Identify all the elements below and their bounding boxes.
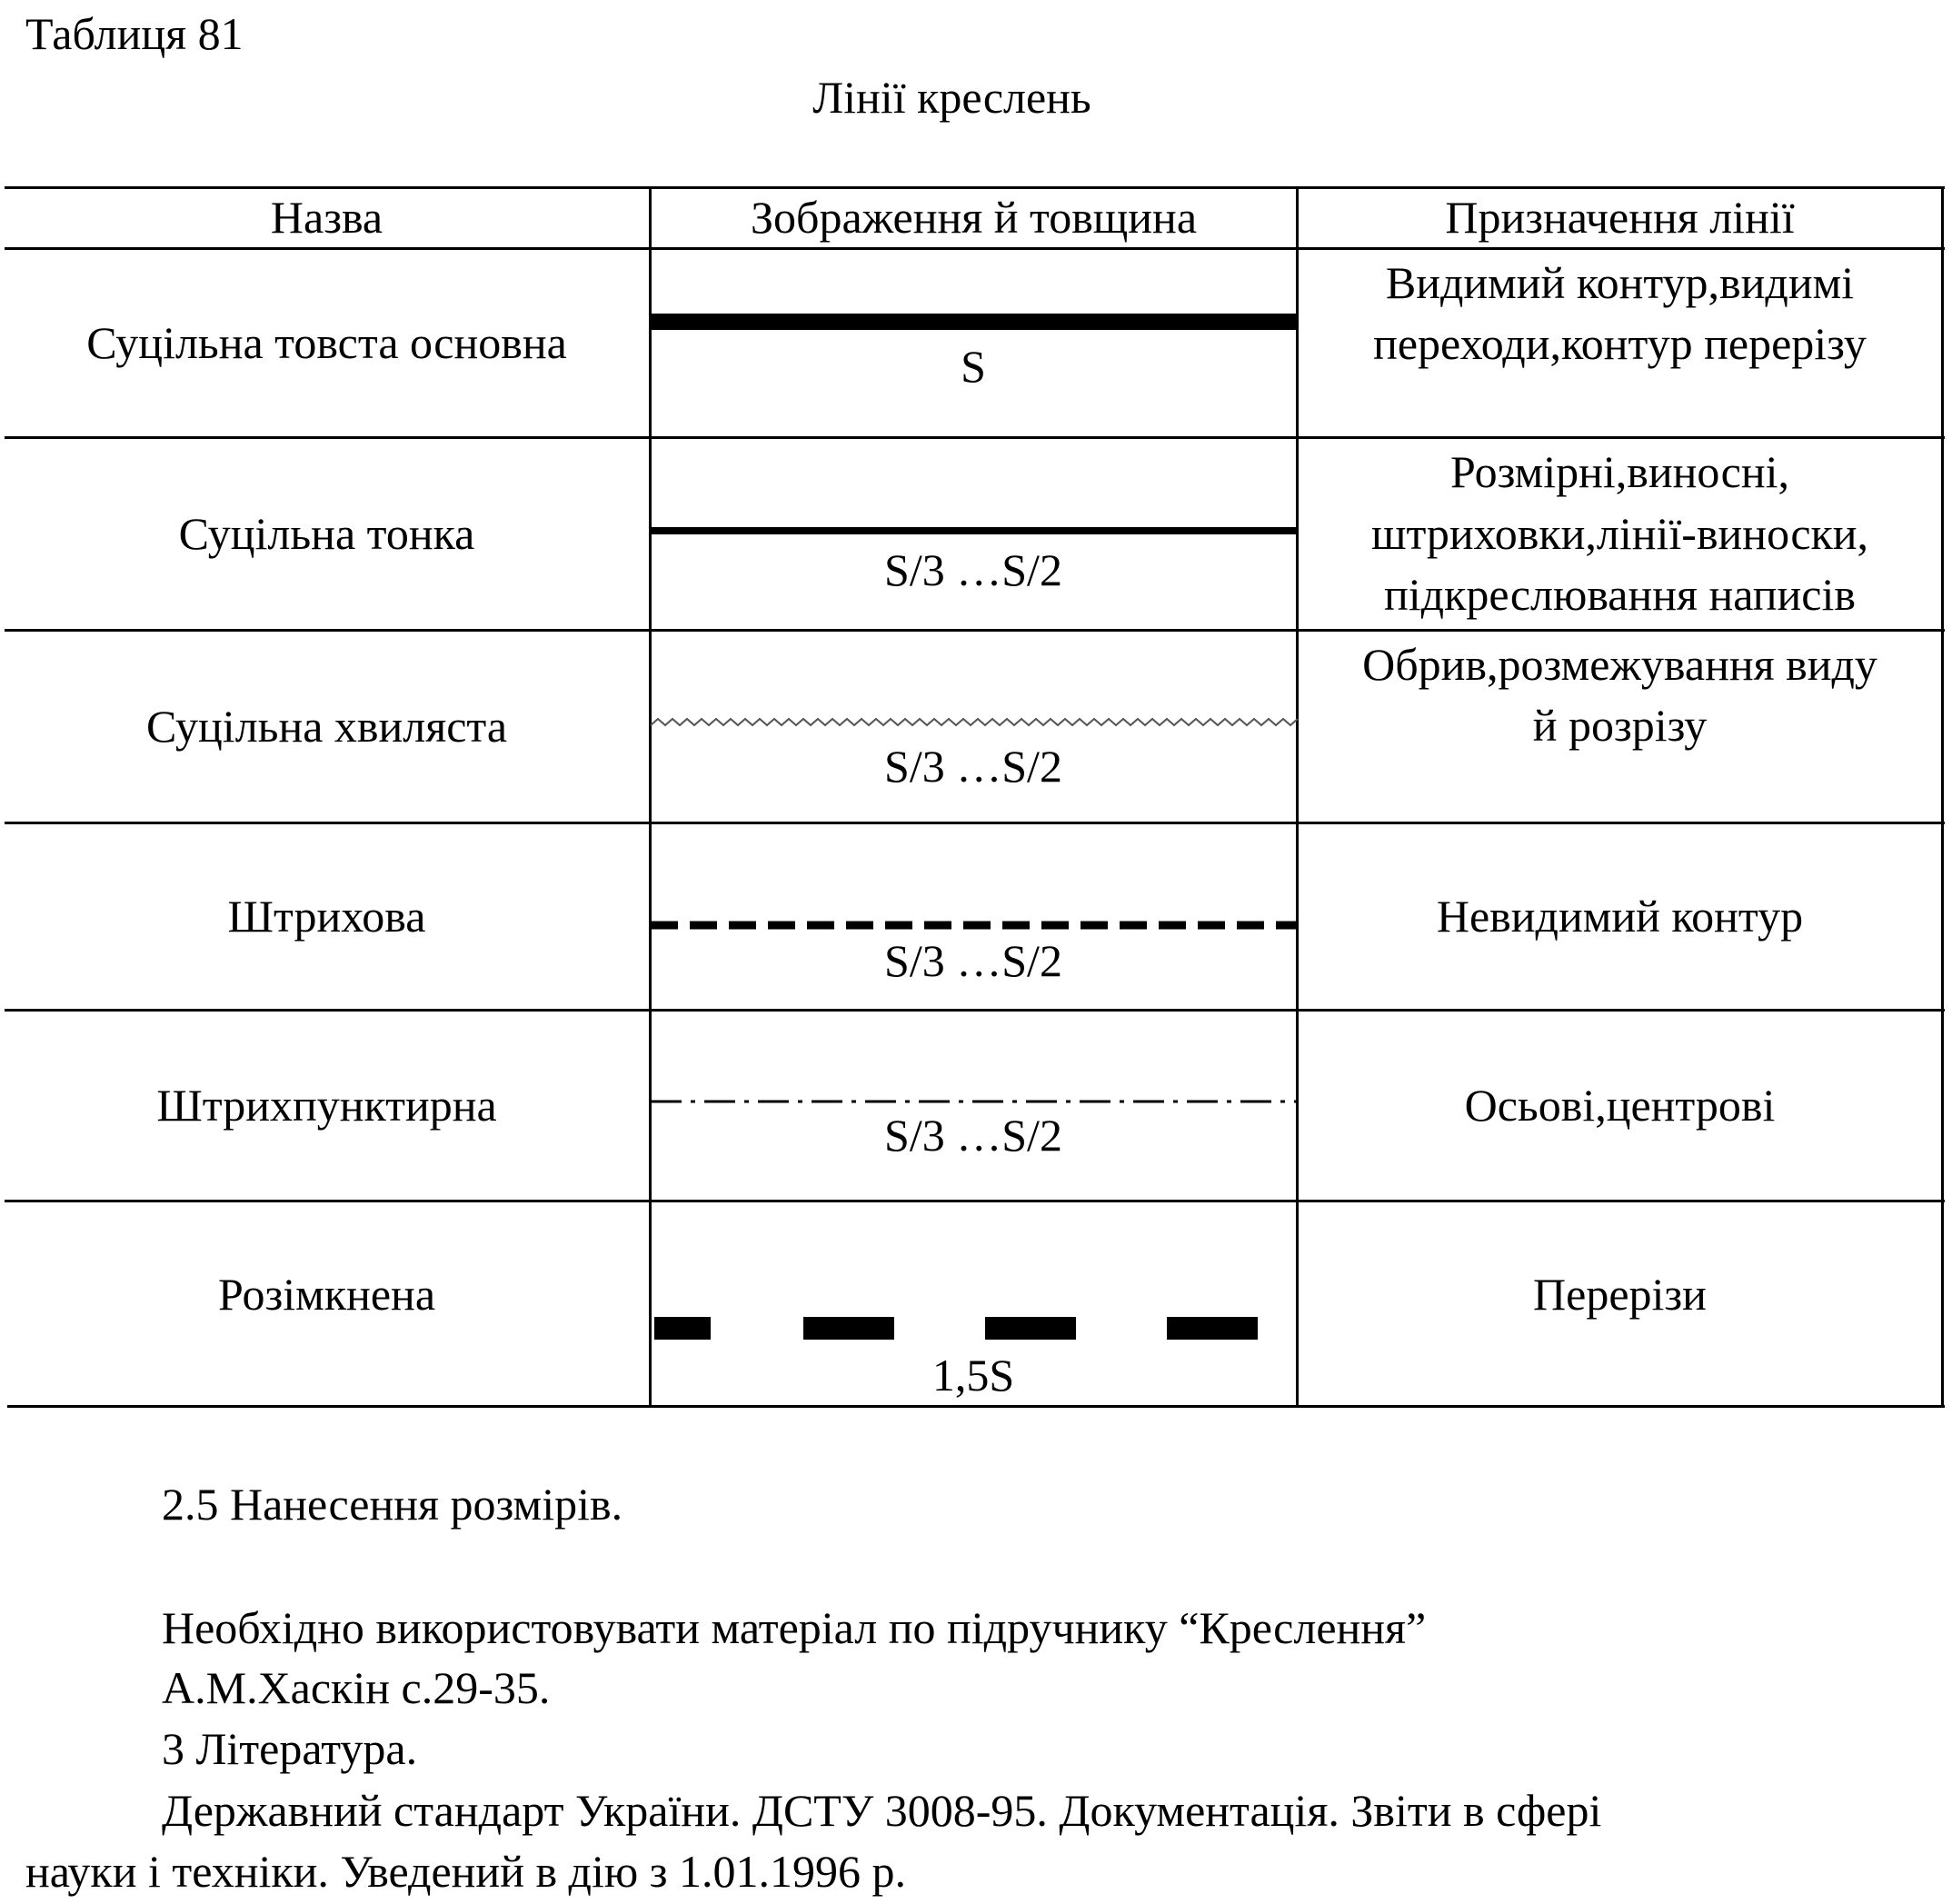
- section-heading: 2.5 Нанесення розмірів.: [162, 1479, 623, 1530]
- line-purpose: Осьові,центрові: [1464, 1079, 1776, 1131]
- table-label: Таблиця 81: [25, 8, 244, 59]
- line-name: Суцільна товста основна: [86, 316, 567, 368]
- line-name: Штрихпунктирна: [156, 1079, 497, 1131]
- line-purpose: Обрив,розмежування виду й розрізу: [1362, 638, 1877, 751]
- line-thickness: S/3 …S/2: [884, 1110, 1062, 1161]
- table-bottom-border: [7, 1405, 1945, 1408]
- open-line-sample: [651, 1314, 1298, 1341]
- line-purpose: Невидимий контур: [1436, 890, 1804, 942]
- solid-thin-line-sample: [651, 518, 1298, 545]
- line-purpose: Видимий контур,видимі переходи,контур перерізу: [1373, 256, 1867, 369]
- line-name: Суцільна тонка: [178, 507, 475, 559]
- body-paragraph: Необхідно використовувати матеріал по підручнику “Креслення”: [162, 1602, 1427, 1653]
- line-purpose: Розмірні,виносні, штриховки,лінії-виноски, підкреслювання написів: [1370, 446, 1869, 621]
- line-thickness: S/3 …S/2: [884, 935, 1062, 986]
- line-thickness: S: [961, 341, 986, 392]
- table-right-border: [1941, 186, 1944, 1408]
- column-header-purpose: Призначення лінії: [1445, 192, 1795, 244]
- line-thickness: 1,5S: [931, 1350, 1015, 1401]
- solid-thick-line-sample: [651, 309, 1298, 336]
- table-title: Лінії креслень: [812, 72, 1091, 123]
- reference-entry: Державний стандарт України. ДСТУ 3008-95. Документація. Звіти в сфері: [162, 1785, 1602, 1836]
- body-paragraph: А.М.Хаскін с.29-35.: [162, 1662, 551, 1713]
- line-name: Штрихова: [227, 890, 426, 942]
- column-header-name: Назва: [270, 192, 383, 244]
- reference-entry: науки і техніки. Уведений в дію з 1.01.1996 р.: [25, 1846, 906, 1897]
- line-name: Розімкнена: [217, 1268, 436, 1320]
- line-name: Суцільна хвиляста: [145, 700, 508, 752]
- wavy-line-sample: [651, 709, 1298, 736]
- column-header-image: Зображення й товщина: [750, 192, 1198, 244]
- literature-heading: 3 Література.: [162, 1723, 418, 1774]
- line-thickness: S/3 …S/2: [884, 741, 1062, 792]
- line-purpose: Перерізи: [1533, 1268, 1707, 1320]
- line-thickness: S/3 …S/2: [884, 544, 1062, 595]
